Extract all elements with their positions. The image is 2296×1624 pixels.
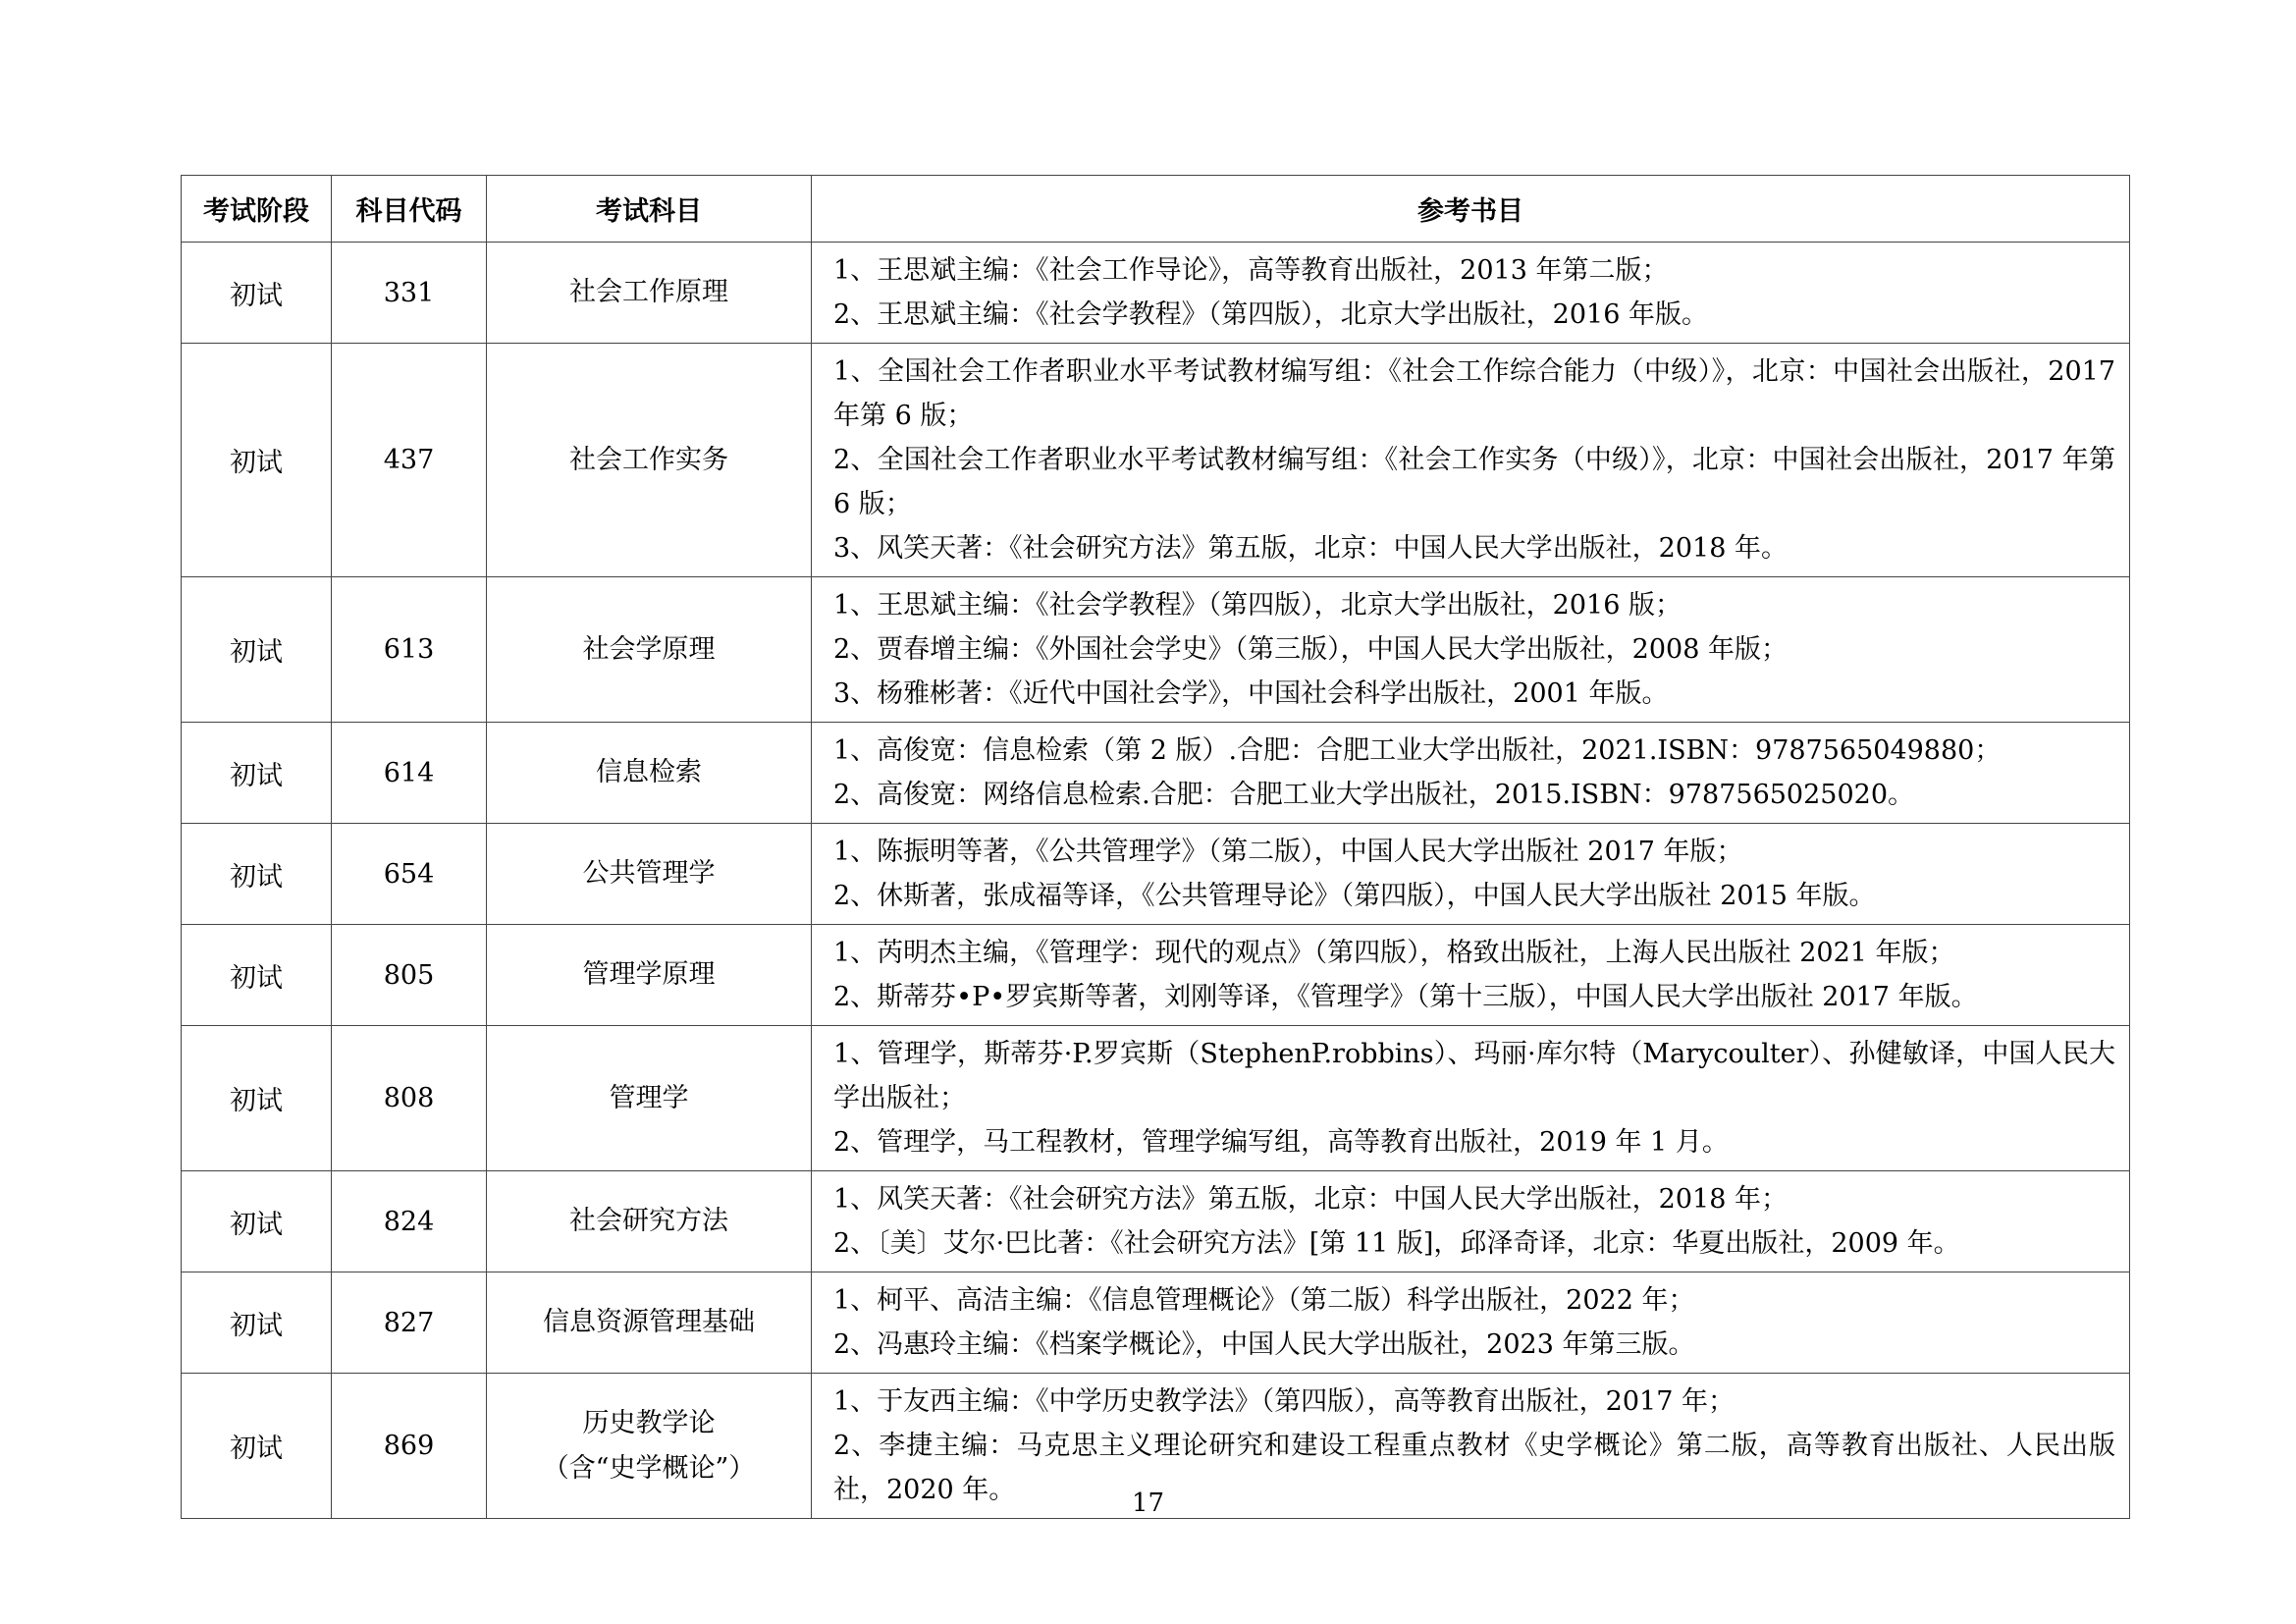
table-row bbox=[182, 1272, 2130, 1374]
subject-line: 社会工作原理 bbox=[569, 277, 728, 307]
cell-exam-stage: 初试 bbox=[182, 577, 332, 723]
table-row bbox=[182, 577, 2130, 723]
cell-exam-subject bbox=[487, 925, 812, 1026]
cell-exam-stage: 初试 bbox=[182, 824, 332, 925]
cell-reference-books bbox=[812, 925, 2130, 1026]
cell-exam-subject bbox=[487, 577, 812, 723]
table-row bbox=[182, 243, 2130, 344]
reference-entry: 1、王思斌主编：《社会工作导论》，高等教育出版社，2013 年第二版； bbox=[833, 255, 1669, 286]
cell-reference-books bbox=[812, 1171, 2130, 1272]
cell-exam-subject bbox=[487, 723, 812, 824]
cell-exam-stage: 初试 bbox=[182, 1272, 332, 1374]
cell-subject-code: 654 bbox=[332, 824, 487, 925]
reference-entry: 2、贾春增主编：《外国社会学史》（第三版），中国人民大学出版社，2008 年版； bbox=[833, 634, 1788, 665]
subject-line: 信息检索 bbox=[596, 757, 702, 787]
cell-subject-code: 331 bbox=[332, 243, 487, 344]
reference-entry: 2、冯惠玲主编：《档案学概论》，中国人民大学出版社，2023 年第三版。 bbox=[833, 1329, 1695, 1360]
cell-exam-stage: 初试 bbox=[182, 1171, 332, 1272]
header-subject-code: 科目代码 bbox=[332, 176, 487, 243]
header-exam-subject: 考试科目 bbox=[487, 176, 812, 243]
cell-exam-subject bbox=[487, 1272, 812, 1374]
table-header-row bbox=[182, 176, 2130, 243]
cell-reference-books bbox=[812, 344, 2130, 577]
header-exam-stage: 考试阶段 bbox=[182, 176, 332, 243]
table-row bbox=[182, 925, 2130, 1026]
cell-exam-subject bbox=[487, 1171, 812, 1272]
reference-entry: 1、芮明杰主编，《管理学：现代的观点》（第四版），格致出版社，上海人民出版社 2021 年版； bbox=[833, 938, 1955, 968]
cell-exam-subject bbox=[487, 243, 812, 344]
reference-entry: 1、于友西主编：《中学历史教学法》（第四版），高等教育出版社，2017 年； bbox=[833, 1386, 1735, 1417]
subject-line: 公共管理学 bbox=[582, 858, 716, 889]
cell-exam-stage: 初试 bbox=[182, 1374, 332, 1519]
cell-subject-code: 808 bbox=[332, 1026, 487, 1171]
subject-line: 社会研究方法 bbox=[569, 1206, 728, 1236]
cell-subject-code: 869 bbox=[332, 1374, 487, 1519]
cell-exam-subject bbox=[487, 824, 812, 925]
cell-exam-stage: 初试 bbox=[182, 1026, 332, 1171]
table-row bbox=[182, 1171, 2130, 1272]
cell-reference-books bbox=[812, 824, 2130, 925]
cell-subject-code: 614 bbox=[332, 723, 487, 824]
cell-exam-stage: 初试 bbox=[182, 344, 332, 577]
cell-exam-stage: 初试 bbox=[182, 925, 332, 1026]
reference-books-table bbox=[181, 175, 2130, 1519]
cell-reference-books bbox=[812, 723, 2130, 824]
reference-entry: 1、管理学，斯蒂芬·P.罗宾斯（StephenP.robbins）、玛丽·库尔特（Marycoulter）、孙健敏译，中国人民大学出版社； bbox=[833, 1039, 2115, 1113]
subject-line: 管理学原理 bbox=[582, 959, 716, 990]
reference-entry: 2、〔美〕艾尔·巴比著：《社会研究方法》[第 11 版]，邱泽奇译，北京：华夏出版社，2009 年。 bbox=[833, 1228, 1960, 1259]
reference-entry: 1、陈振明等著，《公共管理学》（第二版），中国人民大学出版社 2017 年版； bbox=[833, 837, 1743, 867]
table-row bbox=[182, 824, 2130, 925]
reference-entry: 2、管理学，马工程教材，管理学编写组，高等教育出版社，2019 年 1 月。 bbox=[833, 1127, 1729, 1158]
cell-exam-stage: 初试 bbox=[182, 723, 332, 824]
reference-entry: 2、休斯著，张成福等译，《公共管理导论》（第四版），中国人民大学出版社 2015 年版。 bbox=[833, 881, 1876, 911]
reference-entry: 2、斯蒂芬•P•罗宾斯等著，刘刚等译，《管理学》（第十三版），中国人民大学出版社 2017 年版。 bbox=[833, 982, 1978, 1012]
reference-entry: 2、王思斌主编：《社会学教程》（第四版），北京大学出版社，2016 年版。 bbox=[833, 299, 1708, 330]
cell-exam-stage: 初试 bbox=[182, 243, 332, 344]
reference-entry: 1、高俊宽：信息检索（第 2 版）.合肥：合肥工业大学出版社，2021.ISBN：9787565049880； bbox=[833, 735, 2002, 766]
cell-subject-code: 613 bbox=[332, 577, 487, 723]
cell-reference-books bbox=[812, 1026, 2130, 1171]
cell-reference-books bbox=[812, 1272, 2130, 1374]
cell-reference-books bbox=[812, 243, 2130, 344]
reference-entry: 1、王思斌主编：《社会学教程》（第四版），北京大学出版社，2016 版； bbox=[833, 590, 1682, 621]
cell-subject-code: 805 bbox=[332, 925, 487, 1026]
subject-line: 管理学 bbox=[609, 1082, 689, 1113]
cell-exam-subject bbox=[487, 1026, 812, 1171]
subject-line: 信息资源管理基础 bbox=[543, 1307, 755, 1337]
cell-reference-books bbox=[812, 577, 2130, 723]
subject-line: 社会学原理 bbox=[582, 633, 716, 665]
cell-subject-code: 827 bbox=[332, 1272, 487, 1374]
reference-entry: 3、杨雅彬著：《近代中国社会学》，中国社会科学出版社，2001 年版。 bbox=[833, 678, 1669, 709]
table-row bbox=[182, 1026, 2130, 1171]
reference-entry: 2、李捷主编：马克思主义理论研究和建设工程重点教材《史学概论》第二版，高等教育出版社、人民出版社，2020 年。 bbox=[833, 1431, 2115, 1505]
reference-entry: 2、全国社会工作者职业水平考试教材编写组：《社会工作实务（中级）》，北京：中国社会出版社，2017 年第 6 版； bbox=[833, 445, 2115, 519]
subject-line: 社会工作实务 bbox=[569, 444, 728, 475]
page-number: 17 bbox=[1131, 1489, 1165, 1518]
header-reference-books: 参考书目 bbox=[812, 176, 2130, 243]
reference-entry: 1、柯平、高洁主编：《信息管理概论》（第二版）科学出版社，2022 年； bbox=[833, 1285, 1695, 1316]
subject-line: 历史教学论 bbox=[582, 1407, 716, 1438]
subject-line: （含“史学概论”） bbox=[542, 1452, 756, 1484]
cell-subject-code: 824 bbox=[332, 1171, 487, 1272]
cell-subject-code: 437 bbox=[332, 344, 487, 577]
reference-entry: 2、高俊宽：网络信息检索.合肥：合肥工业大学出版社，2015.ISBN：9787565025020。 bbox=[833, 780, 1915, 810]
table-row bbox=[182, 344, 2130, 577]
reference-entry: 1、风笑天著：《社会研究方法》第五版，北京：中国人民大学出版社，2018 年； bbox=[833, 1184, 1788, 1215]
cell-exam-subject bbox=[487, 344, 812, 577]
table-row bbox=[182, 723, 2130, 824]
reference-entry: 1、全国社会工作者职业水平考试教材编写组：《社会工作综合能力（中级）》，北京：中国社会出版社，2017 年第 6 版； bbox=[833, 356, 2115, 431]
reference-entry: 3、风笑天著：《社会研究方法》第五版，北京：中国人民大学出版社，2018 年。 bbox=[833, 533, 1788, 564]
